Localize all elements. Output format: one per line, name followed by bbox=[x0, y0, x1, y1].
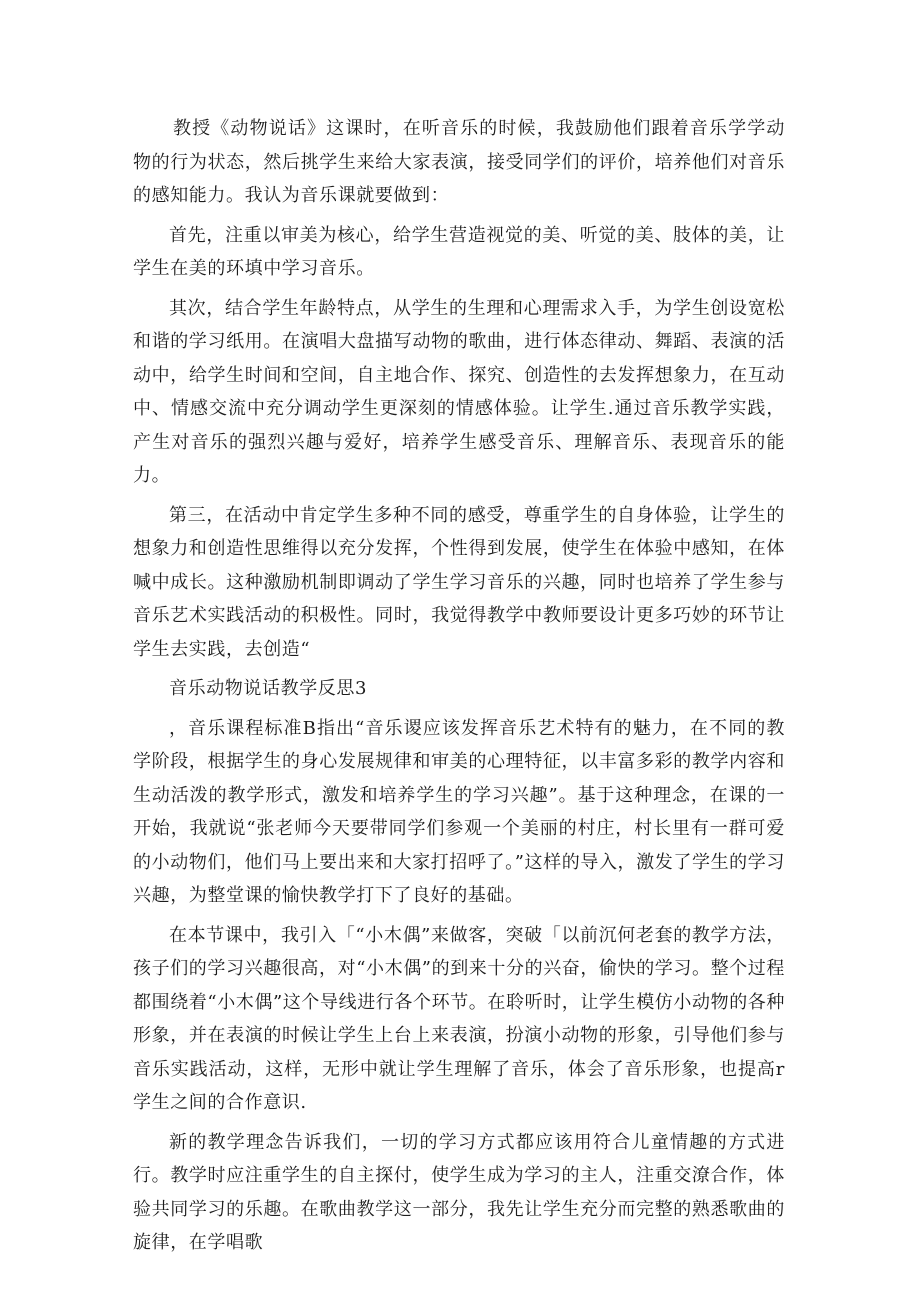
paragraph-intro: 教授《动物说话》这课时，在听音乐的时候，我鼓励他们跟着音乐学学动物的行为状态，然后挑学生来给大家表演，接受同学们的评价，培养他们对音乐的感知能力。我认为音乐课就要做到： bbox=[133, 118, 785, 206]
section-title: 音乐动物说话教学反思3 bbox=[169, 678, 368, 699]
document-body bbox=[133, 112, 785, 1266]
paragraph-curriculum-standard: ，音乐课程标准B指出“音乐谡应该发挥音乐艺术特有的魅力，在不同的教学阶段，根据学生的身心发展规律和审美的心理特征，以丰富多彩的教学内容和生动活泼的教学形式，激发和培养学生的学习兴趣”。基于这种理念，在课的一开始，我就说“张老师今天要带同学们参观一个美丽的村庄，村长里有一群可爱的小动物们，他们马上要出来和大家打招呼了。”这样的导入，激发了学生的学习兴趣，为整堂课的愉快教学打下了良好的基础。 bbox=[133, 717, 785, 906]
paragraph-second-point: 其次，结合学生年龄特点，从学生的生理和心理需求入手，为学生创设宽松和谐的学习纸用。在演唱大盘描写动物的歌曲，进行体态律动、舞蹈、表演的活动中，给学生时间和空间，自主地合作、探究、创造性的去发挥想象力，在互动中、情感交流中充分调动学生更深刻的情感体验。让学生.通过音乐教学实践，产生对音乐的强烈兴趣与爱好，培养学生感受音乐、理解音乐、表现音乐的能力。 bbox=[133, 297, 785, 486]
paragraph-teaching-concept: 新的教学理念告诉我们，一切的学习方式都应该用符合儿童情趣的方式进行。教学时应注重学生的自主探付，使学生成为学习的主人，注重交潦合作，体验共同学习的乐趣。在歌曲教学这一部分，我先让学生充分而完整的熟悉歌曲的旋律，在学唱歌 bbox=[133, 1131, 785, 1253]
paragraph-first-point: 首先，注重以审美为核心，给学生营造视觉的美、听觉的美、肢体的美，让学生在美的环填中学习音乐。 bbox=[133, 224, 785, 279]
paragraph-third-point: 第三，在活动中肯定学生多种不同的感受，尊重学生的自身体验，让学生的想象力和创造性思维得以充分发挥，个性得到发展，使学生在体验中感知，在体喊中成长。这种激励机制即调动了学生学习音乐的兴趣，同时也培养了学生参与音乐艺术实践活动的积极性。同时，我觉得教学中教师要设计更多巧妙的环节让学生去实践，去创造“ bbox=[133, 504, 785, 660]
paragraph-puppet: 在本节课中，我引入「“小木偶”来做客，突破「以前沉何老套的教学方法，孩子们的学习兴趣很高，对“小木偶”的到来十分的兴奋，偷快的学习。整个过程都围绕着“小木偶”这个导线进行各个环节。在聆听时，让学生模仿小动物的各种形象，并在表演的时候让学生上台上来表演，扮演小动物的形象，引导他们参与音乐实践活动，这样，无形中就让学生理解了音乐，体会了音乐形象，也提高r学生之间的合作意识. bbox=[133, 924, 786, 1113]
